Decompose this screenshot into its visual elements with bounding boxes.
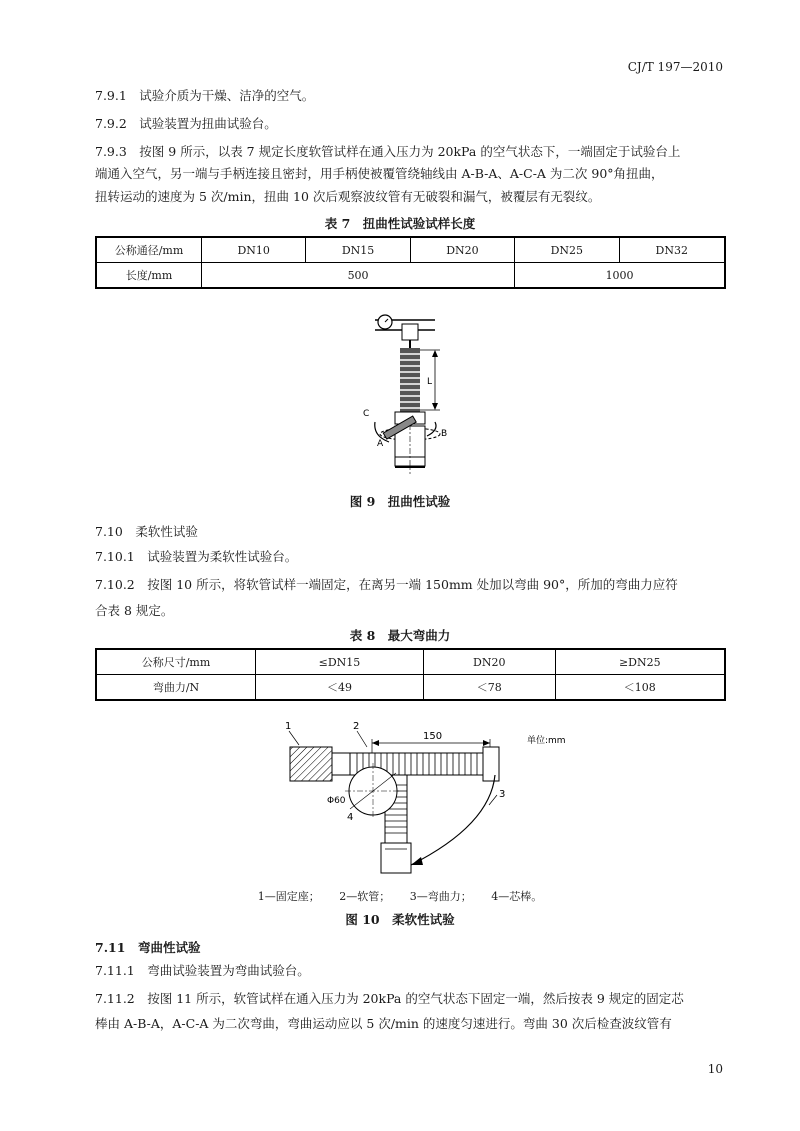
- table7-caption: 表 7 扭曲性试验试样长度: [324, 216, 476, 231]
- page-number: 10: [707, 1062, 723, 1076]
- table8-caption: 表 8 最大弯曲力: [349, 628, 451, 643]
- clause-7-11-2-line1: 7.11.2 按图 11 所示，软管试样在通入压力为 20kPa 的空气状态下固定一端，然后按表 9 规定的固定芯: [95, 991, 684, 1006]
- clause-7-10: 7.10 柔软性试验: [95, 524, 198, 539]
- table-row: [96, 237, 725, 263]
- clause-7-11: 7.11 弯曲性试验: [95, 940, 201, 955]
- table7: [95, 236, 726, 289]
- figure9-caption: 图 9 扭曲性试验: [349, 494, 451, 509]
- standard-number: CJ/T 197—2010: [627, 60, 723, 74]
- table-cell: 公称尺寸/mm: [96, 649, 256, 675]
- table-row: [96, 263, 725, 289]
- figure10-legend: [0, 888, 800, 904]
- flexibility-test-figure: [275, 715, 585, 885]
- table-row: [96, 649, 725, 675]
- legend-item: 4—芯棒。: [491, 890, 543, 903]
- table-cell: ＜78: [423, 675, 555, 701]
- table-cell: 500: [202, 263, 515, 289]
- table-cell: 公称通径/mm: [96, 237, 202, 263]
- clause-7-10-2-line1: 7.10.2 按图 10 所示，将软管试样一端固定，在离另一端 150mm 处加以弯曲 90°，所加的弯曲力应符: [95, 577, 678, 592]
- clause-7-10-1: 7.10.1 试验装置为柔软性试验台。: [95, 549, 298, 564]
- position-label-b: B: [441, 429, 448, 439]
- callout-3: 3: [499, 789, 506, 800]
- table-cell: ≤DN15: [256, 649, 424, 675]
- table-cell: ＜49: [256, 675, 424, 701]
- dimension-label: 150: [423, 731, 443, 742]
- table-cell: DN15: [306, 237, 410, 263]
- clause-7-11-1: 7.11.1 弯曲试验装置为弯曲试验台。: [95, 963, 310, 978]
- unit-label: 单位:mm: [527, 736, 566, 746]
- clause-7-10-2-line2: 合表 8 规定。: [95, 603, 174, 618]
- figure10-caption: 图 10 柔软性试验: [345, 912, 455, 927]
- diameter-label: Φ60: [327, 796, 346, 806]
- dimension-label: L: [427, 377, 433, 387]
- position-label-c: C: [363, 409, 370, 419]
- table-cell: DN20: [423, 649, 555, 675]
- clause-7-9-3-line3: 扭转运动的速度为 5 次/min，扭曲 10 次后观察波纹管有无破裂和漏气，被覆层有无裂纹。: [95, 189, 601, 204]
- clause-7-11-2-line2: 棒由 A-B-A，A-C-A 为二次弯曲，弯曲运动应以 5 次/min 的速度匀速进行。弯曲 30 次后检查波纹管有: [95, 1016, 672, 1031]
- fixed-seat-icon: [290, 747, 332, 781]
- corrugated-hose-icon: [400, 348, 420, 412]
- table-cell: ＜108: [555, 675, 725, 701]
- table-cell: DN20: [410, 237, 514, 263]
- callout-2: 2: [353, 721, 360, 732]
- legend-item: 2—软管；: [339, 890, 391, 903]
- table-cell: DN32: [619, 237, 725, 263]
- clause-7-9-3-line2: 端通入空气，另一端与手柄连接且密封，用手柄使被覆管绕轴线由 A-B-A、A-C-A 为二次 90°角扭曲，: [95, 166, 664, 181]
- callout-4: 4: [347, 812, 354, 823]
- torsion-test-figure: [355, 312, 465, 487]
- table-row: [96, 675, 725, 701]
- position-label-a: A: [377, 439, 384, 449]
- table-cell: DN10: [202, 237, 306, 263]
- callout-1: 1: [285, 721, 292, 732]
- table-cell: 弯曲力/N: [96, 675, 256, 701]
- table8: [95, 648, 726, 701]
- clause-7-9-3-line1: 7.9.3 按图 9 所示，以表 7 规定长度软管试样在通入压力为 20kPa 的空气状态下，一端固定于试验台上: [95, 144, 681, 159]
- table-cell: ≥DN25: [555, 649, 725, 675]
- legend-item: 3—弯曲力；: [409, 890, 472, 903]
- table-cell: DN25: [515, 237, 619, 263]
- legend-item: 1—固定座；: [257, 890, 320, 903]
- table-cell: 长度/mm: [96, 263, 202, 289]
- table-cell: 1000: [515, 263, 725, 289]
- clause-7-9-2: 7.9.2 试验装置为扭曲试验台。: [95, 116, 277, 131]
- clause-7-9-1: 7.9.1 试验介质为干燥、洁净的空气。: [95, 88, 315, 103]
